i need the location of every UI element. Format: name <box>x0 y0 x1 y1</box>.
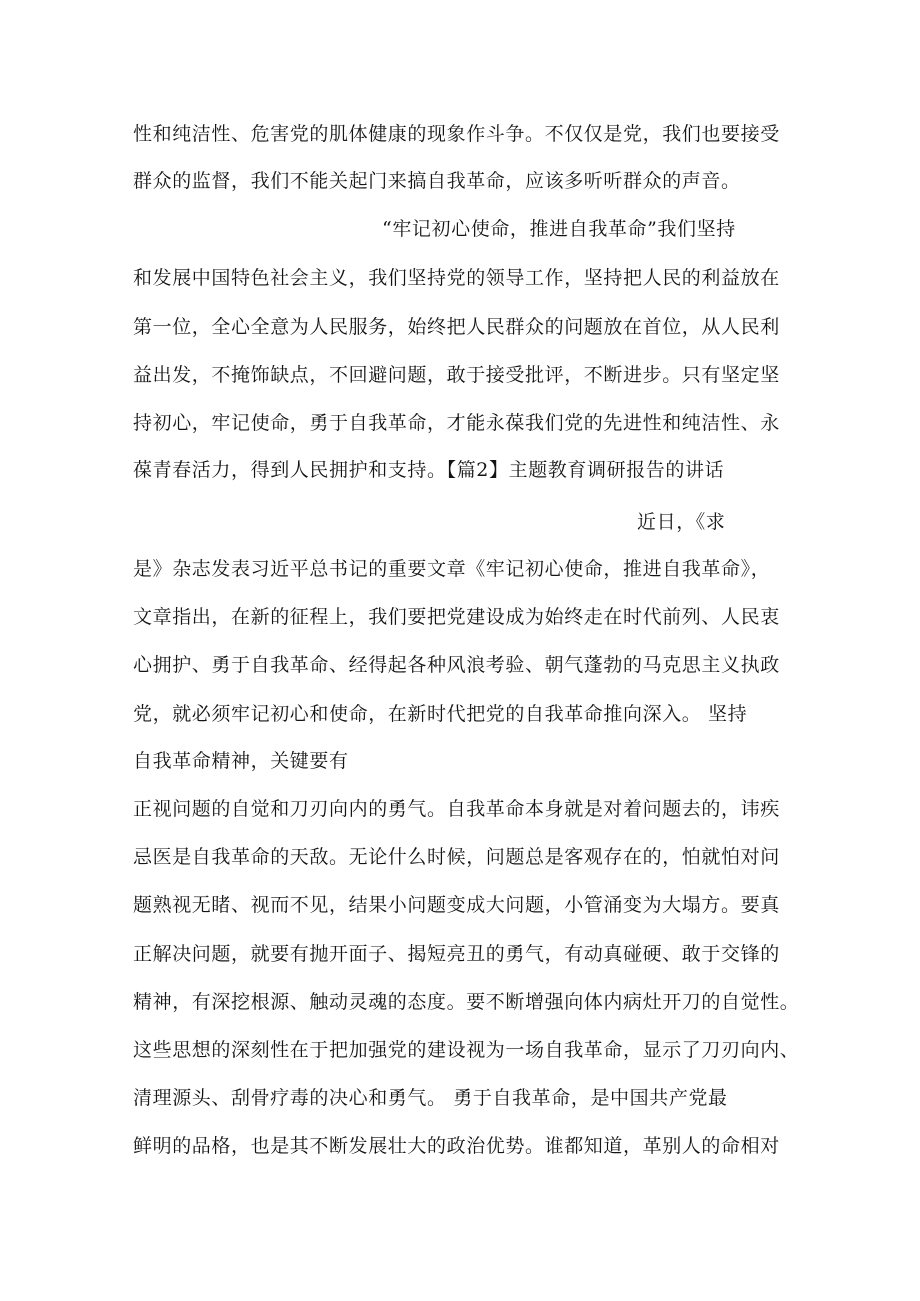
text-line: 正解决问题，就要有抛开面子、揭短亮丑的勇气，有动真碰硬、敢于交锋的 <box>133 943 780 965</box>
text-line: 和发展中国特色社会主义，我们坚持党的领导工作，坚持把人民的利益放在 <box>133 267 780 289</box>
text-line: 正视问题的自觉和刀刃向内的勇气。自我革命本身就是对着问题去的，讳疾 <box>133 798 780 820</box>
text-line: 这些思想的深刻性在于把加强党的建设视为一场自我革命，显示了刀刃向内、 <box>133 1039 800 1061</box>
text-line: 持初心，牢记使命，勇于自我革命，才能永葆我们党的先进性和纯洁性、永 <box>133 412 780 434</box>
text-line: 第一位，全心全意为人民服务，始终把人民群众的问题放在首位，从人民利 <box>133 316 780 338</box>
text-line: 党，就必须牢记初心和使命，在新时代把党的自我革命推向深入。 坚持 <box>133 703 748 725</box>
text-line: 题熟视无睹、视而不见，结果小问题变成大问题，小管涌变为大塌方。要真 <box>133 894 780 916</box>
text-line: 自我革命精神，关键要有 <box>133 750 349 772</box>
text-line: 益出发，不掩饰缺点，不回避问题，敢于接受批评，不断进步。只有坚定坚 <box>133 364 780 386</box>
text-line: 精神，有深挖根源、触动灵魂的态度。要不断增强向体内病灶开刀的自觉性。 <box>133 991 800 1013</box>
text-line: 清理源头、刮骨疗毒的决心和勇气。 勇于自我革命，是中国共产党最 <box>133 1087 728 1109</box>
text-line: 性和纯洁性、危害党的肌体健康的现象作斗争。不仅仅是党，我们也要接受 <box>133 123 780 145</box>
section-heading: “牢记初心使命，推进自我革命”我们坚持 <box>382 218 736 240</box>
text-line: 鲜明的品格，也是其不断发展壮大的政治优势。谁都知道，革别人的命相对 <box>133 1135 780 1157</box>
text-line: 心拥护、勇于自我革命、经得起各种风浪考验、朝气蓬勃的马克思主义执政 <box>133 654 780 676</box>
text-line: 群众的监督，我们不能关起门来搞自我革命，应该多听听群众的声音。 <box>133 170 741 192</box>
text-line: 葆青春活力，得到人民拥护和支持。【篇2】主题教育调研报告的讲话 <box>133 459 725 481</box>
text-line: 近日，《求 <box>637 511 726 533</box>
text-line: 是》杂志发表习近平总书记的重要文章《牢记初心使命，推进自我革命》， <box>133 558 771 580</box>
text-line: 文章指出，在新的征程上，我们要把党建设成为始终走在时代前列、人民衷 <box>133 606 780 628</box>
text-line: 忌医是自我革命的天敌。无论什么时候，问题总是客观存在的，怕就怕对问 <box>133 846 780 868</box>
